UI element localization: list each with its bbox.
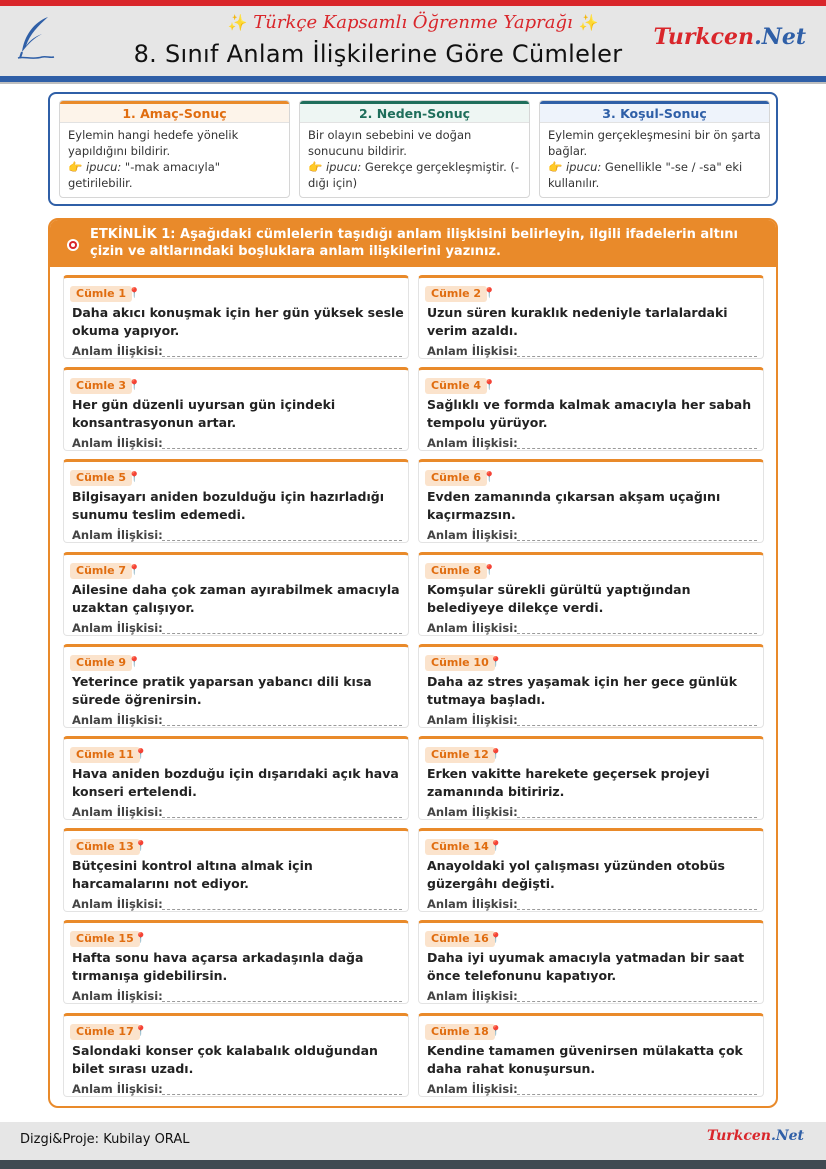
pin-icon: 📍 [134,1025,148,1037]
info-card-description: Eylemin gerçekleşmesini bir ön şarta bağlar. [548,128,761,158]
sentence-text: Daha az stres yaşamak için her gece günlük tutmaya başladı. [427,673,738,707]
sentence-number-badge: Cümle 14 [425,839,495,855]
sentence-number-badge: Cümle 9 [70,655,132,671]
brand-main: Turkcen [653,24,755,50]
answer-label: Anlam İlişkisi: [72,344,163,358]
sentence-card [418,736,764,820]
sentence-text: Her gün düzenli uyursan gün içindeki konsantrasyonun artar. [72,397,336,431]
info-card-title: 1. Amaç-Sonuç [60,101,289,123]
answer-label: Anlam İlişkisi: [427,712,518,727]
pin-icon: 📍 [128,288,141,299]
answer-label: Anlam İlişkisi: [72,528,163,543]
answer-line[interactable] [162,725,402,726]
sentence-text: Uzun süren kuraklık nedeniyle tarlalardaki verim azaldı. [427,305,728,338]
answer-line[interactable] [162,1001,402,1002]
sentence-number-badge: Cümle 1 [70,286,132,302]
target-icon [66,238,80,252]
activity-header [50,220,776,267]
answer-label: Anlam İlişkisi: [427,344,518,358]
sparkle-icon: ✨ [578,13,599,32]
answer-line[interactable] [517,725,757,726]
sentence-text: Anayoldaki yol çalışması yüzünden otobüs güzergâhı değişti. [427,858,725,892]
info-panel [48,92,778,206]
info-card-neden-sonuc [299,100,530,198]
answer-label: Anlam İlişkisi: [72,989,163,1004]
pin-icon: 📍 [134,841,148,853]
activity-instructions: ETKİNLİK 1: Aşağıdaki cümlelerin taşıdığı anlam ilişkisini belirleyin, ilgili ifadelerin altını çizin ve altlarındaki boşluklara anlam ilişkilerini yazınız. [90,227,738,259]
sentence-number-badge: Cümle 11 [70,747,140,763]
footer-stripe [0,1160,826,1169]
sentence-text: Salondaki konser çok kalabalık olduğundan bilet sırası uzadı. [72,1042,378,1076]
pin-icon: 📍 [128,656,141,668]
sentence-text: Kendine tamamen güvenirsen mülakatta çok daha rahat konuşursun. [427,1042,743,1076]
sentence-card [418,828,764,912]
info-card-hint [300,159,529,191]
hint-text: Gerekçe gerçekleşmiştir. (-dığı için) [308,160,520,190]
sentence-card [418,552,764,636]
sentence-number-badge: Cümle 17 [70,1024,140,1040]
answer-label: Anlam İlişkisi: [72,805,163,819]
sentence-card [63,552,409,636]
sentence-text: Yeterince pratik yaparsan yabancı dili kısa sürede öğrenirsin. [72,673,372,707]
sentence-text: Komşular sürekli gürültü yaptığından belediyeye dilekçe verdi. [427,581,691,615]
hint-label: ipucu: [565,160,602,174]
answer-line[interactable] [517,448,757,449]
sentence-number-badge: Cümle 12 [425,747,495,763]
sentence-text: Bilgisayarı aniden bozulduğu için hazırladığı sunumu teslim edemedi. [72,489,385,523]
activity-panel [48,218,778,1108]
sentence-number-badge: Cümle 10 [425,655,495,671]
sentence-number-badge: Cümle 13 [70,839,140,855]
pin-icon: 📍 [134,933,148,945]
sentence-text: Hafta sonu hava açarsa arkadaşınla dağa tırmanışa gidebilirsin. [72,950,364,984]
sentence-number-badge: Cümle 16 [425,931,495,947]
answer-line[interactable] [162,817,402,818]
brand-main: Turkcen [706,1128,771,1144]
sentence-card [63,644,409,728]
answer-label: Anlam İlişkisi: [427,897,518,912]
info-card-hint [60,159,289,191]
answer-label: Anlam İlişkisi: [427,436,518,451]
answer-label: Anlam İlişkisi: [427,528,518,543]
sentence-number-badge: Cümle 5 [70,470,132,486]
pin-icon: 📍 [128,472,141,484]
sentence-number-badge: Cümle 7 [70,563,132,579]
brand-logo [653,24,806,50]
pin-icon: 📍 [134,749,148,760]
sentence-card [418,275,764,359]
sentence-text: Sağlıklı ve formda kalmak amacıyla her sabah tempolu yürüyor. [427,397,752,431]
sentence-card [418,1013,764,1097]
sentence-text: Bütçesini kontrol altına almak için harcamalarını not ediyor. [72,858,313,892]
hint-label: ipucu: [85,160,122,174]
pin-icon: 📍 [128,380,141,392]
answer-line[interactable] [517,1094,757,1095]
answer-line[interactable] [517,817,757,818]
header-divider-shadow [0,82,826,84]
hint-text: Genellikle "-se / -sa" eki kullanılır. [548,160,743,190]
sentence-text: Hava aniden bozduğu için dışarıdaki açık hava konseri ertelendi. [72,766,399,799]
info-card-title: 2. Neden-Sonuç [300,101,529,123]
sentence-card [63,367,409,451]
answer-line[interactable] [162,633,402,634]
answer-label: Anlam İlişkisi: [72,897,163,912]
pin-icon: 📍 [489,749,503,760]
pin-icon: 📍 [483,564,496,576]
sentence-number-badge: Cümle 3 [70,378,132,394]
pin-icon: 📍 [489,1025,503,1037]
sentence-text: Erken vakitte harekete geçersek projeyi zamanında bitiririz. [427,766,710,799]
info-card-title: 3. Koşul-Sonuç [540,101,769,123]
answer-label: Anlam İlişkisi: [72,712,163,727]
info-card-kosul-sonuc [539,100,770,198]
sentence-text: Evden zamanında çıkarsan akşam uçağını kaçırmazsın. [427,489,721,523]
answer-label: Anlam İlişkisi: [427,1081,518,1096]
pointing-hand-icon: 👉 [308,160,323,174]
sentence-number-badge: Cümle 6 [425,470,487,486]
answer-label: Anlam İlişkisi: [427,620,518,635]
pointing-hand-icon: 👉 [68,160,83,174]
sentence-card [63,920,409,1004]
sentence-card [63,828,409,912]
pin-icon: 📍 [489,656,503,668]
answer-line[interactable] [162,909,402,910]
pin-icon: 📍 [489,933,503,945]
hint-label: ipucu: [325,160,362,174]
answer-label: Anlam İlişkisi: [427,805,518,819]
sentence-card [63,1013,409,1097]
answer-label: Anlam İlişkisi: [427,989,518,1004]
sentence-card [63,459,409,543]
brand-ext: .Net [754,24,806,50]
pin-icon: 📍 [483,288,496,299]
sparkle-icon: ✨ [227,13,248,32]
sentence-card [418,459,764,543]
sentence-number-badge: Cümle 4 [425,378,487,394]
subtitle-text: Türkçe Kapsamlı Öğrenme Yaprağı [253,12,573,33]
info-card-description: Eylemin hangi hedefe yönelik yapıldığını bildirir. [68,128,239,158]
answer-line[interactable] [162,356,402,357]
answer-line[interactable] [162,448,402,449]
pointing-hand-icon: 👉 [548,160,563,174]
sentence-number-badge: Cümle 15 [70,931,140,947]
footer-brand-logo [707,1128,804,1144]
answer-label: Anlam İlişkisi: [72,1081,163,1096]
info-card-hint [540,159,769,191]
sentence-card [63,736,409,820]
info-card-description: Bir olayın sebebini ve doğan sonucunu bildirir. [308,128,472,158]
hint-text: "-mak amacıyla" getirilebilir. [68,160,221,190]
page-title: 8. Sınıf Anlam İlişkilerine Göre Cümleler [133,40,623,68]
answer-line[interactable] [517,1001,757,1002]
sentence-text: Daha akıcı konuşmak için her gün yüksek sesle okuma yapıyor. [72,305,404,338]
brand-ext: .Net [770,1128,804,1144]
sentence-card [63,275,409,359]
sentence-text: Daha iyi uyumak amacıyla yatmadan bir saat önce telefonunu kapatıyor. [427,950,745,984]
sentence-card [418,920,764,1004]
sentence-card [418,644,764,728]
sentence-card [418,367,764,451]
pin-icon: 📍 [483,380,496,392]
sentence-number-badge: Cümle 18 [425,1024,495,1040]
answer-line[interactable] [517,909,757,910]
info-card-amac-sonuc [59,100,290,198]
answer-line[interactable] [162,1094,402,1095]
sentence-number-badge: Cümle 8 [425,563,487,579]
pin-icon: 📍 [483,472,496,484]
answer-label: Anlam İlişkisi: [72,620,163,635]
pin-icon: 📍 [128,564,141,576]
answer-line[interactable] [162,540,402,541]
answer-line[interactable] [517,633,757,634]
footer-credit: Dizgi&Proje: Kubilay ORAL [20,1132,190,1147]
answer-line[interactable] [517,540,757,541]
answer-line[interactable] [517,356,757,357]
sentence-text: Ailesine daha çok zaman ayırabilmek amacıyla uzaktan çalışıyor. [72,581,400,615]
pin-icon: 📍 [489,841,503,853]
answer-label: Anlam İlişkisi: [72,436,163,451]
sentence-number-badge: Cümle 2 [425,286,487,302]
